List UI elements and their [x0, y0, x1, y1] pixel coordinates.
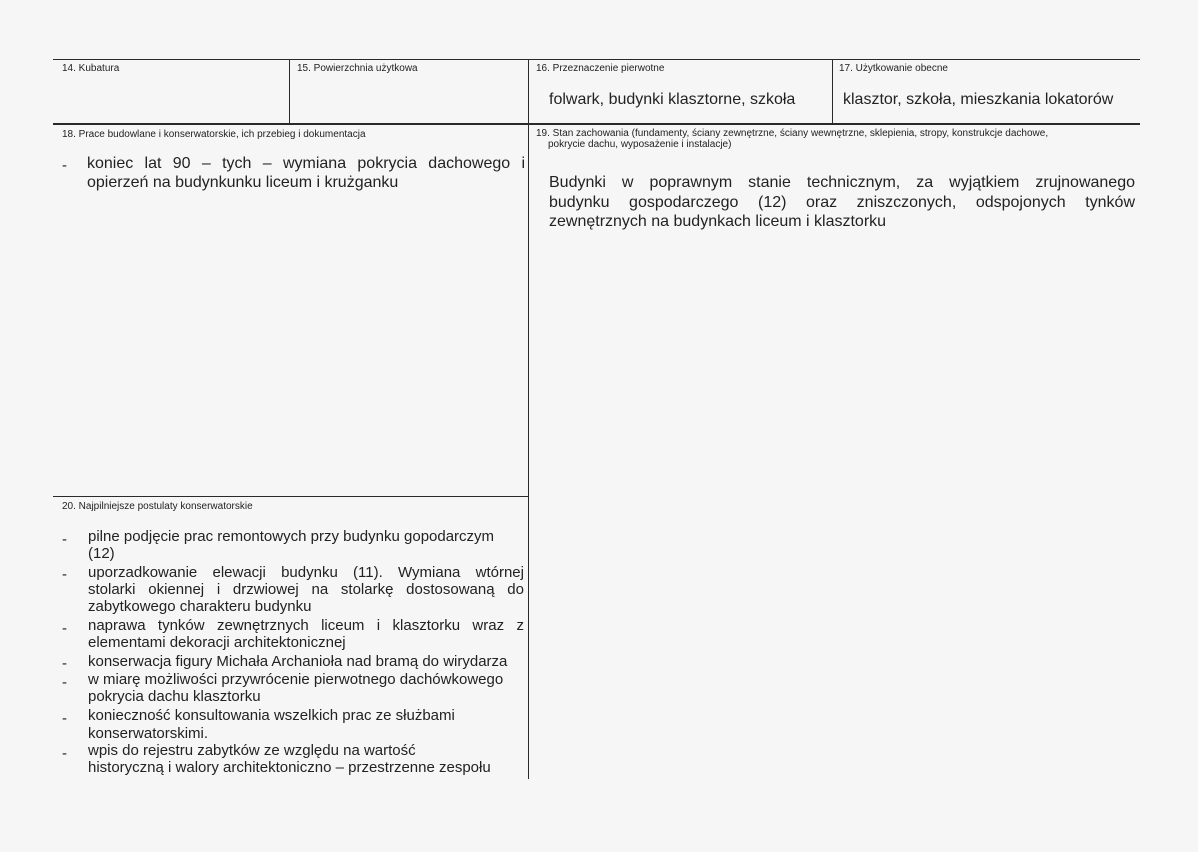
field-19-text-line-2: budynku gospodarczego (12) oraz zniszczonych, odspojonych tynków: [549, 194, 1135, 211]
rule-row1-bottom: [53, 123, 1140, 125]
f20-item-2-line-2: stolarki okiennej i drzwiowej na stolarkę dostosowaną do: [88, 581, 524, 598]
rule-v-832: [832, 59, 833, 124]
f20-item-7-line-2: historyczną i walory architektoniczno – przestrzenne zespołu: [88, 759, 491, 776]
rule-f20-top: [53, 496, 528, 497]
f20-item-6-dash: -: [62, 710, 67, 727]
f20-item-5-dash: -: [62, 674, 67, 691]
f20-item-3-line-2: elementami dekoracji architektonicznej: [88, 634, 346, 651]
rule-v-528: [528, 59, 529, 779]
f20-item-2-line-3: zabytkowego charakteru budynku: [88, 598, 312, 615]
field-19-label-line-1: 19. Stan zachowania (fundamenty, ściany zewnętrzne, ściany wewnętrzne, sklepienia, stropy, konstrukcje dachowe,: [536, 128, 1049, 139]
f20-item-6-line-1: konieczność konsultowania wszelkich prac ze służbami: [88, 707, 455, 724]
field-17-value: klasztor, szkoła, mieszkania lokatorów: [843, 91, 1114, 108]
f18-item-line-2: opierzeń na budynkunku liceum i krużganku: [87, 174, 399, 191]
field-19-text-line-1: Budynki w poprawnym stanie technicznym, za wyjątkiem zrujnowanego: [549, 174, 1135, 191]
f20-item-4-dash: -: [62, 655, 67, 672]
f18-item-dash: -: [62, 157, 67, 174]
rule-v-289: [289, 59, 290, 124]
field-19-label-line-2: pokrycie dachu, wyposażenie i instalacje): [548, 139, 732, 150]
f20-item-2-line-1: uporzadkowanie elewacji budynku (11). Wymiana wtórnej: [88, 564, 524, 581]
rule-top: [53, 59, 1140, 60]
field-18-label: 18. Prace budowlane i konserwatorskie, ich przebieg i dokumentacja: [62, 129, 366, 140]
field-17-label: 17. Użytkowanie obecne: [839, 63, 948, 74]
f20-item-5-line-1: w miarę możliwości przywrócenie pierwotnego dachówkowego: [88, 671, 504, 688]
field-15-label: 15. Powierzchnia użytkowa: [297, 63, 418, 74]
field-19-text-line-3: zewnętrznych na budynkach liceum i klasztorku: [549, 213, 887, 230]
f20-item-2-dash: -: [62, 566, 67, 583]
f20-item-7-dash: -: [62, 745, 67, 762]
f20-item-7-line-1: wpis do rejestru zabytków ze względu na wartość: [88, 742, 416, 759]
f20-item-3-line-1: naprawa tynków zewnętrznych liceum i klasztorku wraz z: [88, 617, 524, 634]
f20-item-5-line-2: pokrycia dachu klasztorku: [88, 688, 261, 705]
f20-item-3-dash: -: [62, 620, 67, 637]
f18-item-line-1: koniec lat 90 – tych – wymiana pokrycia dachowego i: [87, 155, 525, 172]
field-16-value: folwark, budynki klasztorne, szkoła: [549, 91, 796, 108]
f20-item-4-line-1: konserwacja figury Michała Archanioła nad bramą do wirydarza: [88, 653, 508, 670]
f20-item-1-dash: -: [62, 531, 67, 548]
field-20-label: 20. Najpilniejsze postulaty konserwatorskie: [62, 501, 253, 512]
f20-item-1-line-1: pilne podjęcie prac remontowych przy budynku gopodarczym: [88, 528, 495, 545]
field-14-label: 14. Kubatura: [62, 63, 120, 74]
field-16-label: 16. Przeznaczenie pierwotne: [536, 63, 665, 74]
f20-item-6-line-2: konserwatorskimi.: [88, 725, 209, 742]
f20-item-1-line-2: (12): [88, 545, 115, 562]
